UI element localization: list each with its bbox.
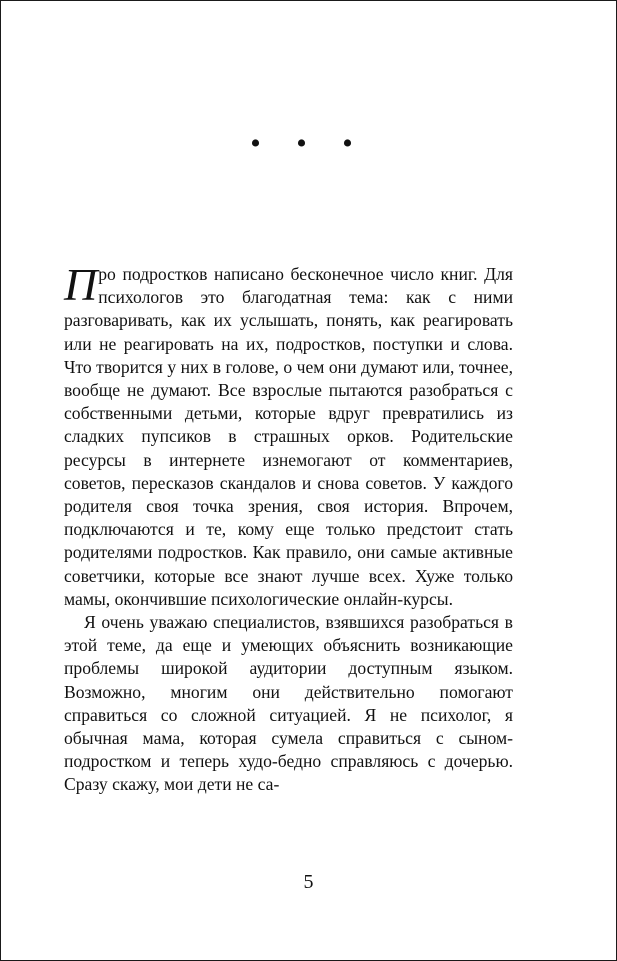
body-text (64, 259, 513, 797)
section-ornament: • • • (250, 127, 367, 160)
drop-cap: П (64, 259, 98, 310)
paragraph-2: Я очень уважаю специалистов, взявшихся разобраться в этой теме, да еще и умеющих объяснить возникающие проблемы широкой аудитории доступным языком. Возможно, многим они действительно помогают справиться со сложной ситуацией. Я не психолог, я обычная мама, которая сумела справиться с сыном-подростком и теперь худо-бедно справляюсь с дочерью. Сразу скажу, мои дети не са- (64, 612, 513, 795)
paragraph-1-text: ро подростков написано бесконечное число книг. Для психологов это благодатная тема: как с ними разговаривать, как их услышать, понять, как реагировать или не реагировать на их, подростков, поступки и слова. Что творится у них в голове, о чем они думают или, точнее, вообще не думают. Все взрослые пытаются разобраться с собственными детьми, которые вдруг превратились из сладких пупсиков в страшных орков. Родительские ресурсы в интернете изнемогают от комментариев, советов, пересказов скандалов и снова советов. У каждого родителя своя точка зрения, своя история. Впрочем, подключаются и те, кому еще только предстоит стать родителями подростков. Как правило, они самые активные советчики, которые все знают лучше всех. Хуже только мамы, окончившие психологические онлайн-курсы. (64, 264, 513, 609)
paragraph-1 (64, 259, 513, 611)
page-number: 5 (303, 871, 314, 893)
